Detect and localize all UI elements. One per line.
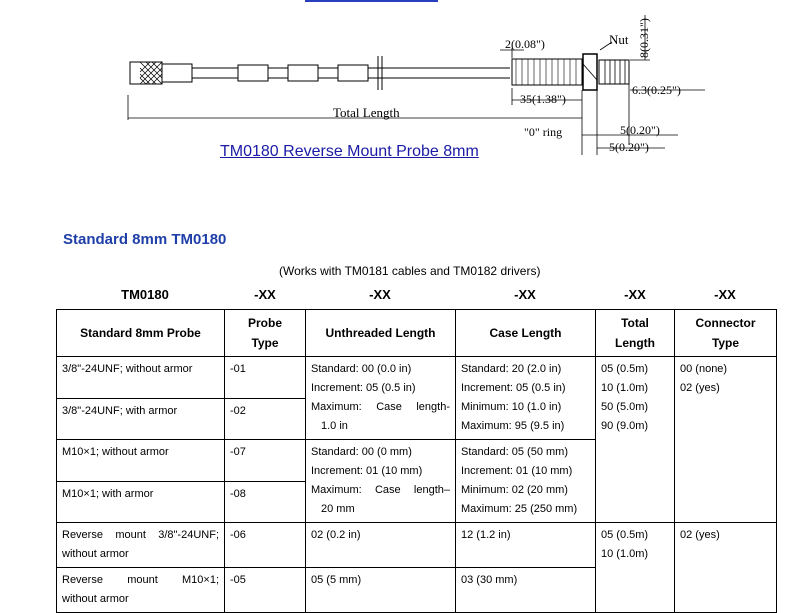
code-part-5: -XX bbox=[714, 287, 736, 302]
row-type: -05 bbox=[225, 568, 306, 613]
std-total-length: 05 (0.5m) 10 (1.0m) 50 (5.0m) 90 (9.0m) bbox=[596, 357, 675, 523]
header-probe: Standard 8mm Probe bbox=[57, 310, 225, 357]
dim-top: 8(0.31") bbox=[637, 18, 651, 58]
r6-case: 12 (1.2 in) bbox=[456, 523, 596, 568]
g1-case: Standard: 20 (2.0 in) Increment: 05 (0.5 in) Minimum: 10 (1.0 in) Maximum: 95 (9.5 in) bbox=[456, 357, 596, 440]
header-total-length: Total Length bbox=[596, 310, 675, 357]
dim-0-ring: "0" ring bbox=[524, 125, 563, 139]
code-part-1: -XX bbox=[254, 287, 276, 302]
table-row bbox=[57, 523, 777, 568]
header-case: Case Length bbox=[456, 310, 596, 357]
header-probe-type: Probe Type bbox=[225, 310, 306, 357]
row-desc: 3/8"-24UNF; with armor bbox=[57, 398, 225, 440]
dim-5a: 5(0.20") bbox=[620, 123, 660, 137]
row-desc: Reverse mount M10×1; without armor bbox=[57, 568, 225, 613]
code-part-4: -XX bbox=[624, 287, 646, 302]
dim-nut-label: Nut bbox=[609, 32, 629, 47]
header-connector: Connector Type bbox=[675, 310, 777, 357]
dim-total-length: Total Length bbox=[333, 105, 400, 120]
dim-35: 35(1.38") bbox=[520, 92, 566, 106]
section-title: Standard 8mm TM0180 bbox=[63, 231, 227, 248]
g2-unthreaded: Standard: 00 (0 mm) Increment: 01 (10 mm) Maximum: Case length– 20 mm bbox=[306, 440, 456, 523]
dim-2: 2(0.08") bbox=[505, 37, 545, 51]
row-desc: M10×1; without armor bbox=[57, 440, 225, 482]
row-desc: M10×1; with armor bbox=[57, 481, 225, 523]
row-desc: 3/8"-24UNF; without armor bbox=[57, 357, 225, 399]
dim-6-3: 6.3(0.25") bbox=[632, 83, 681, 97]
table-row bbox=[57, 357, 777, 399]
probe-title-link[interactable]: TM0180 Reverse Mount Probe 8mm bbox=[220, 143, 479, 160]
break-line bbox=[378, 56, 382, 90]
header-unthreaded: Unthreaded Length bbox=[306, 310, 456, 357]
row-type: -06 bbox=[225, 523, 306, 568]
header-row bbox=[57, 310, 777, 357]
cable-sleeve-1 bbox=[238, 65, 268, 81]
dim-5b: 5(0.20") bbox=[609, 140, 649, 154]
r5-case: 03 (30 mm) bbox=[456, 568, 596, 613]
probe-case bbox=[512, 59, 582, 85]
row-type: -02 bbox=[225, 398, 306, 440]
std-connector: 00 (none) 02 (yes) bbox=[675, 357, 777, 523]
r5-unthreaded: 05 (5 mm) bbox=[306, 568, 456, 613]
code-part-3: -XX bbox=[514, 287, 536, 302]
row-type: -01 bbox=[225, 357, 306, 399]
probe-drawing bbox=[0, 0, 800, 200]
g1-unthreaded: Standard: 00 (0.0 in) Increment: 05 (0.5 in) Maximum: Case length- 1.0 in bbox=[306, 357, 456, 440]
cable-sleeve-2 bbox=[288, 65, 318, 81]
code-part-2: -XX bbox=[369, 287, 391, 302]
cable-sleeve-3 bbox=[338, 65, 368, 81]
row-desc: Reverse mount 3/8"-24UNF; without armor bbox=[57, 523, 225, 568]
rev-connector: 02 (yes) bbox=[675, 523, 777, 613]
spec-table bbox=[56, 309, 777, 613]
code-part-0: TM0180 bbox=[121, 287, 169, 302]
r6-unthreaded: 02 (0.2 in) bbox=[306, 523, 456, 568]
connector-body bbox=[162, 64, 192, 82]
row-type: -08 bbox=[225, 481, 306, 523]
compatibility-note: (Works with TM0181 cables and TM0182 drivers) bbox=[279, 264, 541, 278]
rev-total-length: 05 (0.5m) 10 (1.0m) bbox=[596, 523, 675, 613]
g2-case: Standard: 05 (50 mm) Increment: 01 (10 mm) Minimum: 02 (20 mm) Maximum: 25 (250 mm) bbox=[456, 440, 596, 523]
probe-tip bbox=[599, 60, 629, 84]
row-type: -07 bbox=[225, 440, 306, 482]
